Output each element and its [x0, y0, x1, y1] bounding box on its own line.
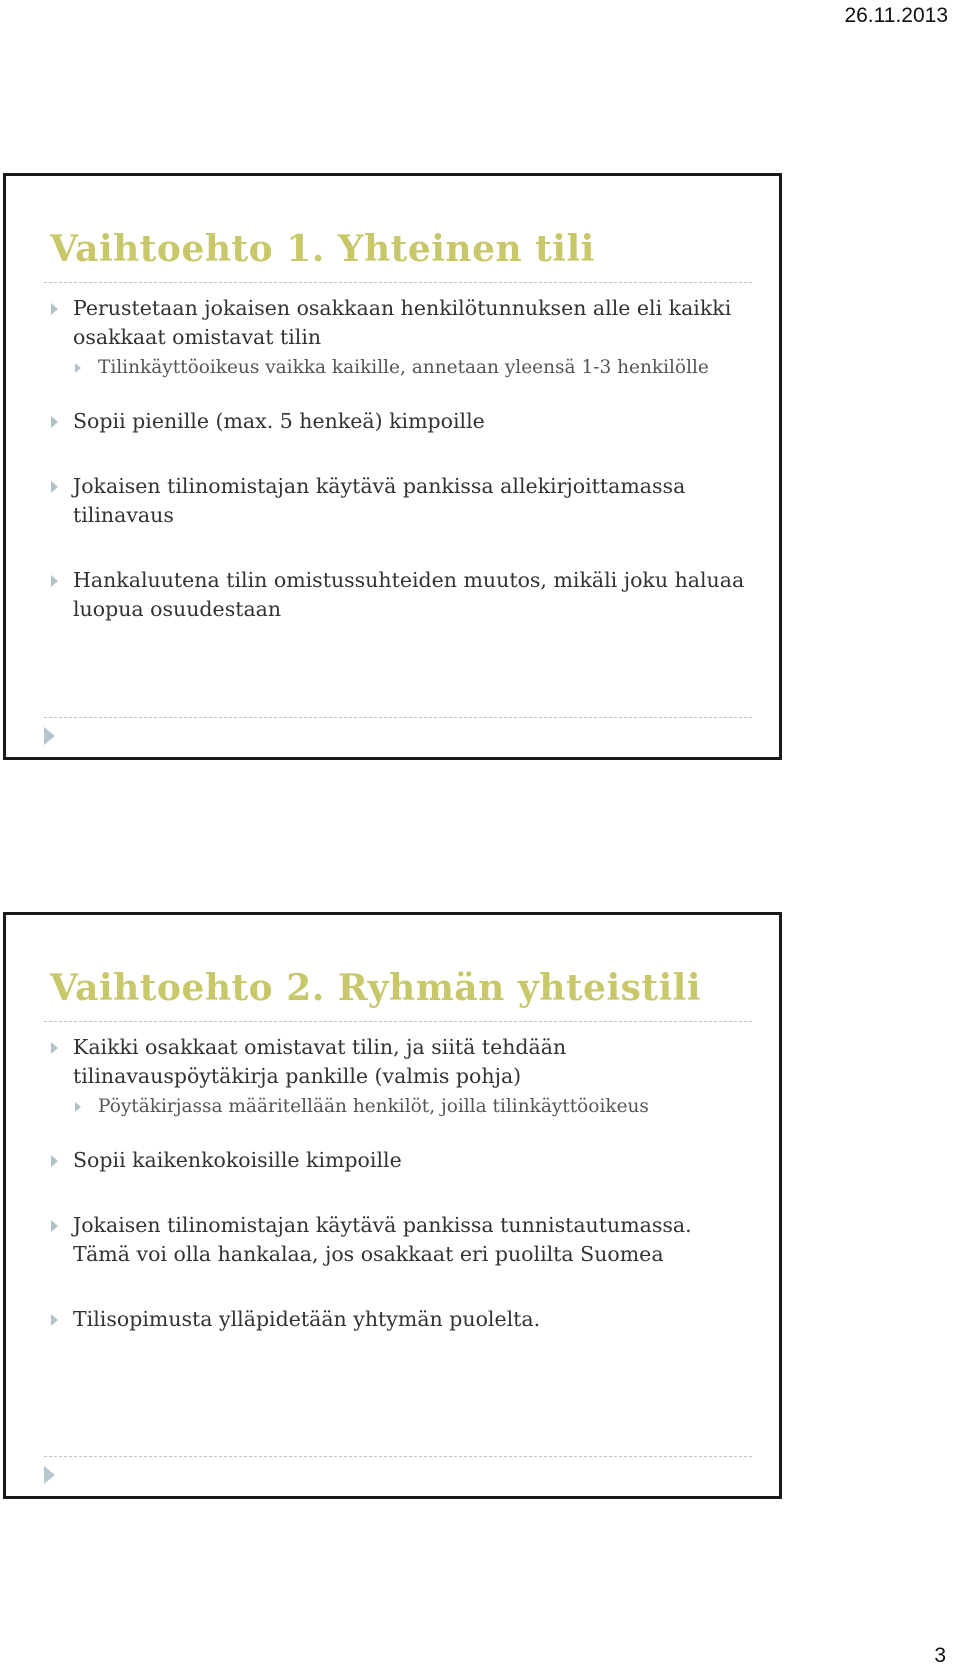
- page-date: 26.11.2013: [844, 4, 948, 27]
- footer-divider: [44, 1456, 752, 1457]
- bullet-item: [50, 407, 750, 436]
- slide-1: [3, 173, 782, 760]
- footer-divider: [44, 717, 752, 718]
- bullet-item: [50, 294, 750, 352]
- bullet-text: Sopii pienille (max. 5 henkeä) kimpoille: [73, 409, 485, 433]
- page-number: 3: [934, 1644, 946, 1667]
- title-divider: [44, 282, 752, 283]
- bullet-item: [50, 472, 750, 530]
- bullet-item: [50, 1305, 750, 1334]
- bullet-text: Perustetaan jokaisen osakkaan henkilötunnuksen alle eli kaikki osakkaat omistavat tilin: [73, 296, 732, 349]
- triangle-right-icon: [75, 1102, 81, 1112]
- bullet-text: Jokaisen tilinomistajan käytävä pankissa allekirjoittamassa tilinavaus: [73, 474, 686, 527]
- sub-bullet-text: Tilinkäyttöoikeus vaikka kaikille, annetaan yleensä 1-3 henkilölle: [98, 357, 709, 378]
- triangle-right-icon: [51, 1220, 58, 1232]
- bullet-item: [50, 1033, 750, 1091]
- bullet-text: Tilisopimusta ylläpidetään yhtymän puolelta.: [73, 1307, 541, 1331]
- triangle-right-icon: [51, 481, 58, 493]
- bullet-item: [50, 1146, 750, 1175]
- triangle-right-icon: [51, 575, 58, 587]
- bullet-item: [50, 566, 750, 624]
- sub-bullet-item: [50, 1093, 750, 1120]
- bullet-text: Hankaluutena tilin omistussuhteiden muutos, mikäli joku haluaa luopua osuudestaan: [73, 568, 745, 621]
- bullet-item: [50, 1211, 750, 1269]
- sub-bullet-text: Pöytäkirjassa määritellään henkilöt, joilla tilinkäyttöoikeus: [98, 1096, 649, 1117]
- slide-title: Vaihtoehto 2. Ryhmän yhteistili: [50, 967, 702, 1009]
- sub-bullet-item: [50, 354, 750, 381]
- triangle-right-icon: [75, 363, 81, 373]
- bullet-text: Sopii kaikenkokoisille kimpoille: [73, 1148, 402, 1172]
- triangle-right-icon: [44, 1466, 55, 1484]
- title-divider: [44, 1021, 752, 1022]
- triangle-right-icon: [51, 1314, 58, 1326]
- slide-title: Vaihtoehto 1. Yhteinen tili: [50, 228, 595, 270]
- triangle-right-icon: [44, 727, 55, 745]
- triangle-right-icon: [51, 1155, 58, 1167]
- bullet-list: [50, 294, 750, 624]
- bullet-text: Kaikki osakkaat omistavat tilin, ja siitä tehdään tilinavauspöytäkirja pankille (valmis pohja): [73, 1035, 567, 1088]
- triangle-right-icon: [51, 1042, 58, 1054]
- triangle-right-icon: [51, 416, 58, 428]
- bullet-list: [50, 1033, 750, 1334]
- slide-2: [3, 912, 782, 1499]
- bullet-text: Jokaisen tilinomistajan käytävä pankissa tunnistautumassa. Tämä voi olla hankalaa, jos osakkaat eri puolilta Suomea: [73, 1213, 692, 1266]
- triangle-right-icon: [51, 303, 58, 315]
